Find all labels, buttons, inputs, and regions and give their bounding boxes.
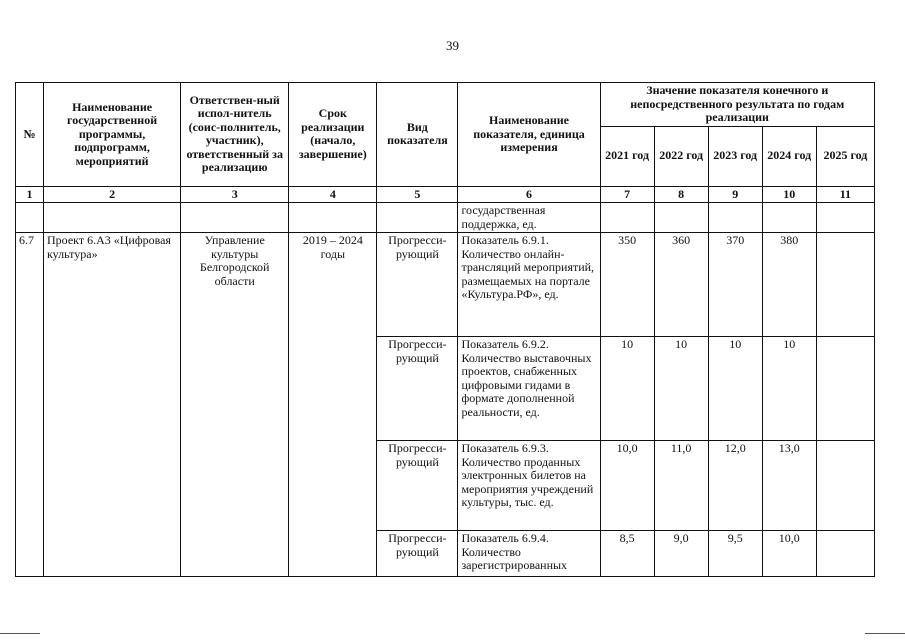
header-values-group: Значение показателя конечного и непосредственного результата по годам реализации xyxy=(600,83,874,127)
header-year-2023: 2023 год xyxy=(708,126,762,186)
value-2025 xyxy=(816,531,874,577)
header-year-2021: 2021 год xyxy=(600,126,654,186)
value-2021: 8,5 xyxy=(600,531,654,577)
indicator-type: Прогресси-рующий xyxy=(377,337,458,441)
column-number: 3 xyxy=(181,186,289,203)
column-number: 9 xyxy=(708,186,762,203)
indicators-table xyxy=(15,82,875,577)
column-number: 2 xyxy=(44,186,181,203)
value-2024: 10,0 xyxy=(762,531,816,577)
header-executor: Ответствен-ный испол-нитель (соис-полнитель, участник), ответственный за реализацию xyxy=(181,83,289,187)
project-period: 2019 – 2024 годы xyxy=(289,233,377,577)
column-number: 4 xyxy=(289,186,377,203)
value-2023: 10 xyxy=(708,337,762,441)
value-2021: 10 xyxy=(600,337,654,441)
value-2024: 380 xyxy=(762,233,816,337)
value-2022: 9,0 xyxy=(654,531,708,577)
header-period: Срок реализации (начало, завершение) xyxy=(289,83,377,187)
scan-edge-mark xyxy=(0,633,40,634)
value-2021: 10,0 xyxy=(600,441,654,531)
project-number: 6.7 xyxy=(16,233,44,577)
project-name: Проект 6.А3 «Цифровая культура» xyxy=(44,233,181,577)
indicator-name: Показатель 6.9.4. Количество зарегистрированных xyxy=(458,531,600,577)
value-2022: 10 xyxy=(654,337,708,441)
header-indicator-type: Вид показателя xyxy=(377,83,458,187)
indicator-name: Показатель 6.9.2. Количество выставочных проектов, снабженных цифровыми гидами в формате дополненной реальности, ед. xyxy=(458,337,600,441)
value-2023: 370 xyxy=(708,233,762,337)
value-2023: 9,5 xyxy=(708,531,762,577)
value-2023: 12,0 xyxy=(708,441,762,531)
project-executor: Управление культуры Белгородской области xyxy=(181,233,289,577)
continuation-row xyxy=(16,203,875,233)
column-number-row xyxy=(16,186,875,203)
indicator-type: Прогресси-рующий xyxy=(377,441,458,531)
continuation-indicator: государственная поддержка, ед. xyxy=(458,203,600,233)
indicator-name: Показатель 6.9.1. Количество онлайн-трансляций мероприятий, размещаемых на портале «Культура.РФ», ед. xyxy=(458,233,600,337)
indicator-name: Показатель 6.9.3. Количество проданных электронных билетов на мероприятия учреждений культуры, тыс. ед. xyxy=(458,441,600,531)
header-year-2025: 2025 год xyxy=(816,126,874,186)
value-2025 xyxy=(816,441,874,531)
table-row xyxy=(16,233,875,337)
header-year-2022: 2022 год xyxy=(654,126,708,186)
header-program: Наименование государственной программы, подпрограмм, мероприятий xyxy=(44,83,181,187)
value-2021: 350 xyxy=(600,233,654,337)
column-number: 6 xyxy=(458,186,600,203)
scan-edge-mark xyxy=(865,633,905,634)
column-number: 11 xyxy=(816,186,874,203)
header-indicator-name: Наименование показателя, единица измерения xyxy=(458,83,600,187)
value-2025 xyxy=(816,233,874,337)
value-2022: 360 xyxy=(654,233,708,337)
page-number: 39 xyxy=(446,38,459,53)
value-2025 xyxy=(816,337,874,441)
indicator-type: Прогресси-рующий xyxy=(377,233,458,337)
column-number: 8 xyxy=(654,186,708,203)
column-number: 5 xyxy=(377,186,458,203)
indicator-type: Прогресси-рующий xyxy=(377,531,458,577)
value-2024: 10 xyxy=(762,337,816,441)
column-number: 7 xyxy=(600,186,654,203)
header-number: № xyxy=(16,83,44,187)
value-2022: 11,0 xyxy=(654,441,708,531)
header-row-1 xyxy=(16,83,875,127)
header-year-2024: 2024 год xyxy=(762,126,816,186)
value-2024: 13,0 xyxy=(762,441,816,531)
column-number: 10 xyxy=(762,186,816,203)
column-number: 1 xyxy=(16,186,44,203)
